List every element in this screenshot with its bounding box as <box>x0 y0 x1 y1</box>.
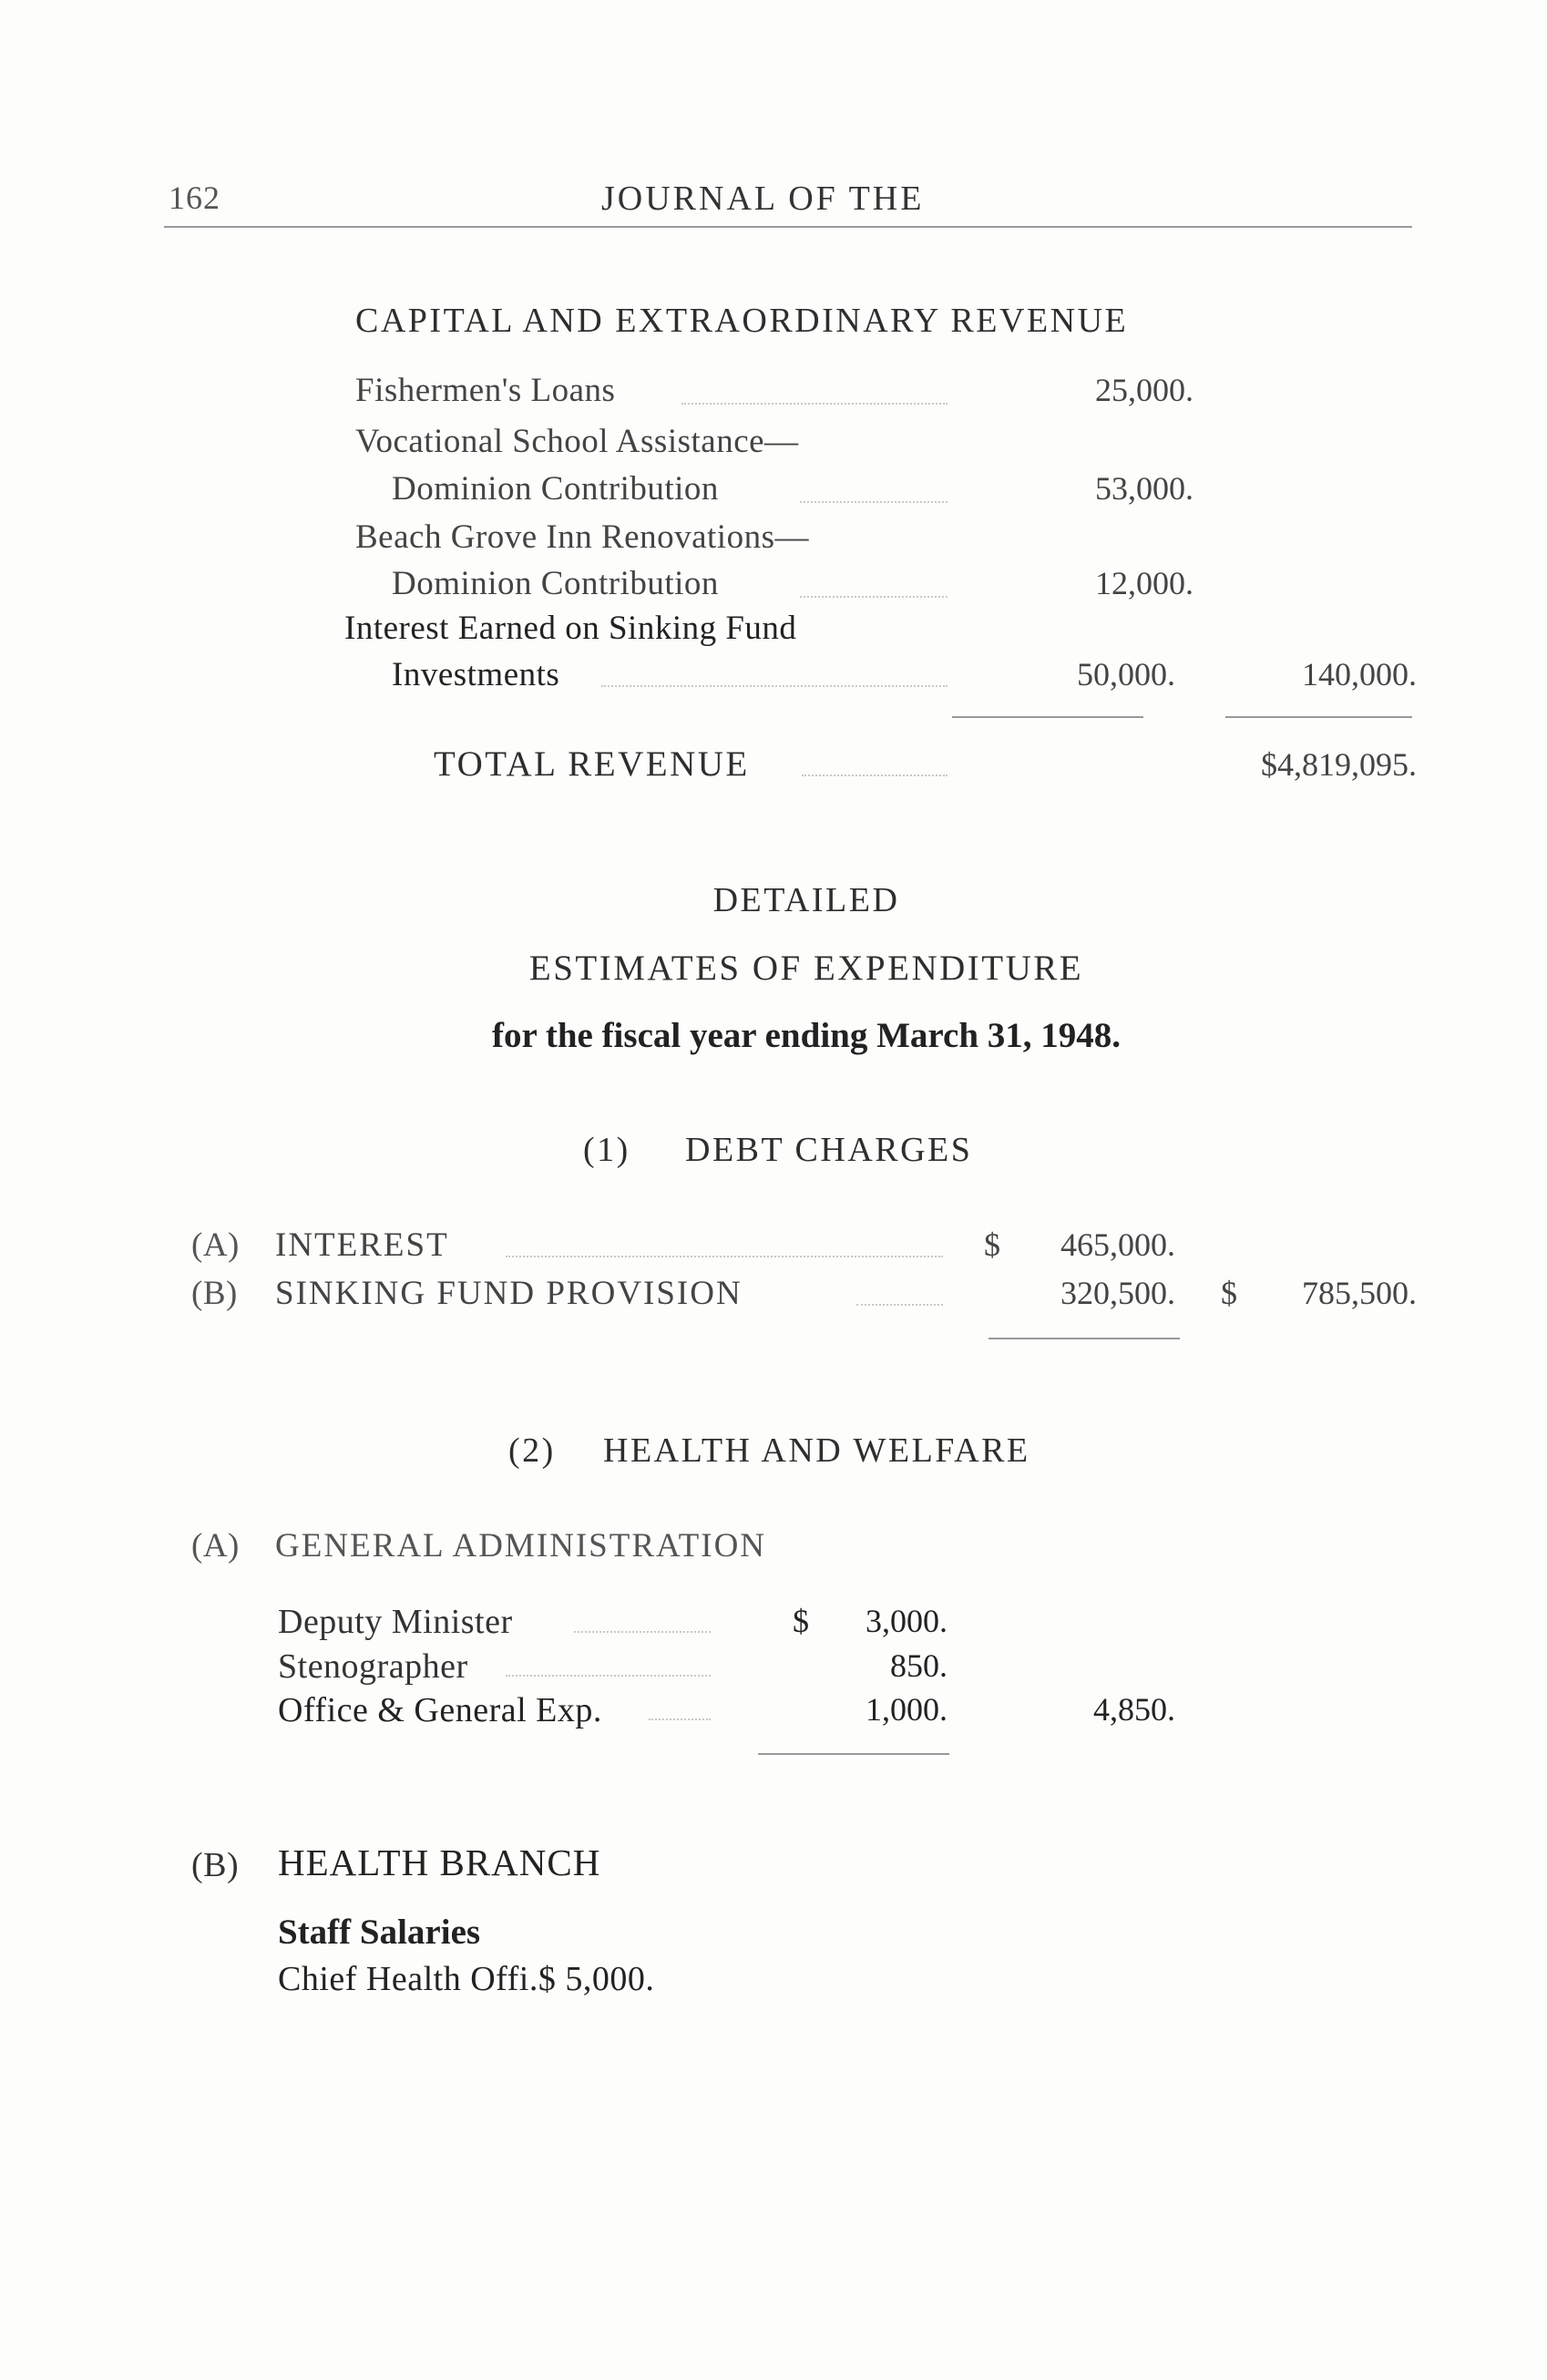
admin-item-amount: 1,000. <box>866 1691 948 1728</box>
health-branch-title: HEALTH BRANCH <box>278 1841 601 1883</box>
admin-total: 4,850. <box>1093 1691 1175 1728</box>
header-rule <box>164 226 1412 228</box>
leader-dots <box>506 1675 711 1677</box>
total-revenue-label: TOTAL REVENUE <box>434 744 750 784</box>
admin-item-amount: 850. <box>890 1647 948 1684</box>
revenue-item-label: Beach Grove Inn Renovations— <box>355 518 809 556</box>
debt-charges-heading: DEBT CHARGES <box>685 1131 973 1169</box>
fiscal-year-subtitle: for the fiscal year ending March 31, 1948. <box>491 1016 1122 1055</box>
debt-item-letter: (A) <box>191 1226 240 1264</box>
chief-health-officer-line: Chief Health Offi.$ 5,000. <box>278 1960 655 1998</box>
debt-item-amount: 465,000. <box>1060 1226 1175 1263</box>
detailed-title: DETAILED <box>712 881 900 919</box>
revenue-item-label: Vocational School Assistance— <box>355 423 799 460</box>
revenue-item-amount: 12,000. <box>1095 565 1194 601</box>
revenue-item-label-cont: Dominion Contribution <box>392 565 719 602</box>
debt-charges-number: (1) <box>583 1131 630 1169</box>
admin-item-label: Stenographer <box>278 1647 468 1686</box>
general-admin-title: GENERAL ADMINISTRATION <box>275 1527 767 1564</box>
admin-item-label: Office & General Exp. <box>278 1691 602 1729</box>
revenue-item-amount: 50,000. <box>1077 656 1175 692</box>
revenue-item-label: Fishermen's Loans <box>355 372 616 409</box>
sum-rule <box>952 716 1143 718</box>
admin-item-label: Deputy Minister <box>278 1603 513 1641</box>
staff-salaries-subheading: Staff Salaries <box>278 1913 481 1952</box>
general-admin-letter: (A) <box>191 1527 240 1564</box>
leader-dots <box>649 1718 711 1720</box>
leader-dots <box>681 403 948 405</box>
capital-revenue-heading: CAPITAL AND EXTRAORDINARY REVENUE <box>355 302 1129 340</box>
leader-dots <box>856 1304 943 1306</box>
revenue-item-label-cont: Investments <box>392 656 560 693</box>
debt-item-letter: (B) <box>191 1275 238 1312</box>
leader-dots <box>574 1631 711 1633</box>
leader-dots <box>601 685 948 687</box>
revenue-item-amount: 25,000. <box>1095 372 1194 408</box>
health-branch-letter: (B) <box>191 1846 240 1884</box>
revenue-item-label: Interest Earned on Sinking Fund <box>344 610 797 647</box>
leader-dots <box>506 1256 943 1257</box>
running-head <box>0 179 1547 233</box>
admin-item-currency: $ <box>793 1603 809 1639</box>
total-revenue-amount: $4,819,095. <box>1261 746 1417 783</box>
revenue-item-label-cont: Dominion Contribution <box>392 470 719 508</box>
admin-item-amount: 3,000. <box>866 1603 948 1639</box>
debt-item-currency: $ <box>984 1226 1000 1263</box>
debt-item-amount: 320,500. <box>1060 1275 1175 1311</box>
journal-title: JOURNAL OF THE <box>601 180 925 218</box>
sum-rule <box>989 1338 1180 1339</box>
debt-item-label: SINKING FUND PROVISION <box>275 1275 743 1312</box>
debt-item-label: INTEREST <box>275 1226 449 1264</box>
health-welfare-heading: HEALTH AND WELFARE <box>603 1431 1030 1470</box>
leader-dots <box>800 596 948 598</box>
estimates-title: ESTIMATES OF EXPENDITURE <box>528 949 1084 988</box>
debt-total: 785,500. <box>1302 1275 1417 1311</box>
sum-rule <box>1225 716 1412 718</box>
health-welfare-number: (2) <box>508 1431 556 1470</box>
revenue-item-amount: 53,000. <box>1095 470 1194 507</box>
leader-dots <box>800 501 948 503</box>
revenue-subtotal: 140,000. <box>1302 656 1417 692</box>
leader-dots <box>802 775 948 776</box>
page-number: 162 <box>169 180 220 216</box>
sum-rule <box>758 1753 949 1755</box>
debt-total-currency: $ <box>1221 1275 1237 1311</box>
